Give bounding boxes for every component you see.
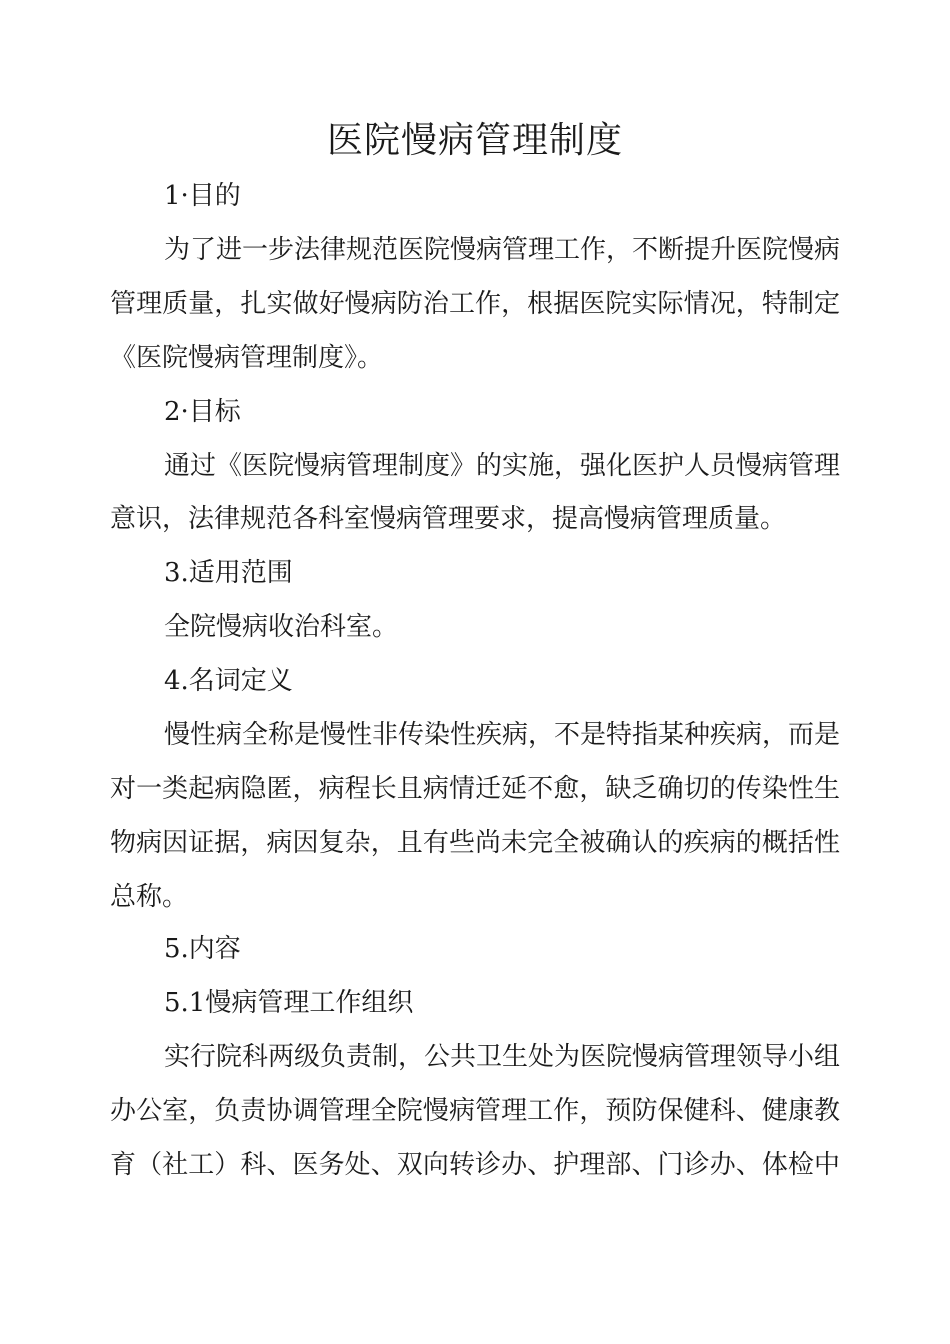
- paragraph-line: 办公室，负责协调管理全院慢病管理工作，预防保健科、健康教: [110, 1096, 840, 1126]
- paragraph-line: 管理质量，扎实做好慢病防治工作，根据医院实际情况，特制定: [110, 289, 840, 319]
- section-heading-content: 5.内容: [164, 934, 241, 964]
- paragraph-line: 慢性病全称是慢性非传染性疾病，不是特指某种疾病，而是: [164, 720, 841, 750]
- document-title: 医院慢病管理制度: [326, 120, 623, 161]
- section-heading-scope: 3.适用范围: [164, 558, 293, 588]
- paragraph-line: 通过《医院慢病管理制度》的实施，强化医护人员慢病管理: [164, 451, 841, 481]
- section-heading-definitions: 4.名词定义: [164, 666, 293, 696]
- subsection-heading: 5.1慢病管理工作组织: [164, 988, 414, 1018]
- section-heading-purpose: 1·目的: [164, 181, 241, 211]
- paragraph-line: 育（社工）科、医务处、双向转诊办、护理部、门诊办、体检中: [110, 1150, 840, 1180]
- paragraph-line: 总称。: [110, 882, 189, 912]
- paragraph-line: 为了进一步法律规范医院慢病管理工作，不断提升医院慢病: [164, 235, 841, 265]
- paragraph-line: 对一类起病隐匿，病程长且病情迁延不愈，缺乏确切的传染性生: [110, 774, 840, 804]
- section-heading-goal: 2·目标: [164, 397, 241, 427]
- paragraph-line: 实行院科两级负责制，公共卫生处为医院慢病管理领导小组: [164, 1042, 841, 1072]
- paragraph-line: 全院慢病收治科室。: [164, 612, 399, 642]
- paragraph-line: 《医院慢病管理制度》。: [110, 343, 384, 373]
- paragraph-line: 意识，法律规范各科室慢病管理要求，提高慢病管理质量。: [110, 504, 787, 534]
- paragraph-line: 物病因证据，病因复杂，且有些尚未完全被确认的疾病的概括性: [110, 828, 840, 858]
